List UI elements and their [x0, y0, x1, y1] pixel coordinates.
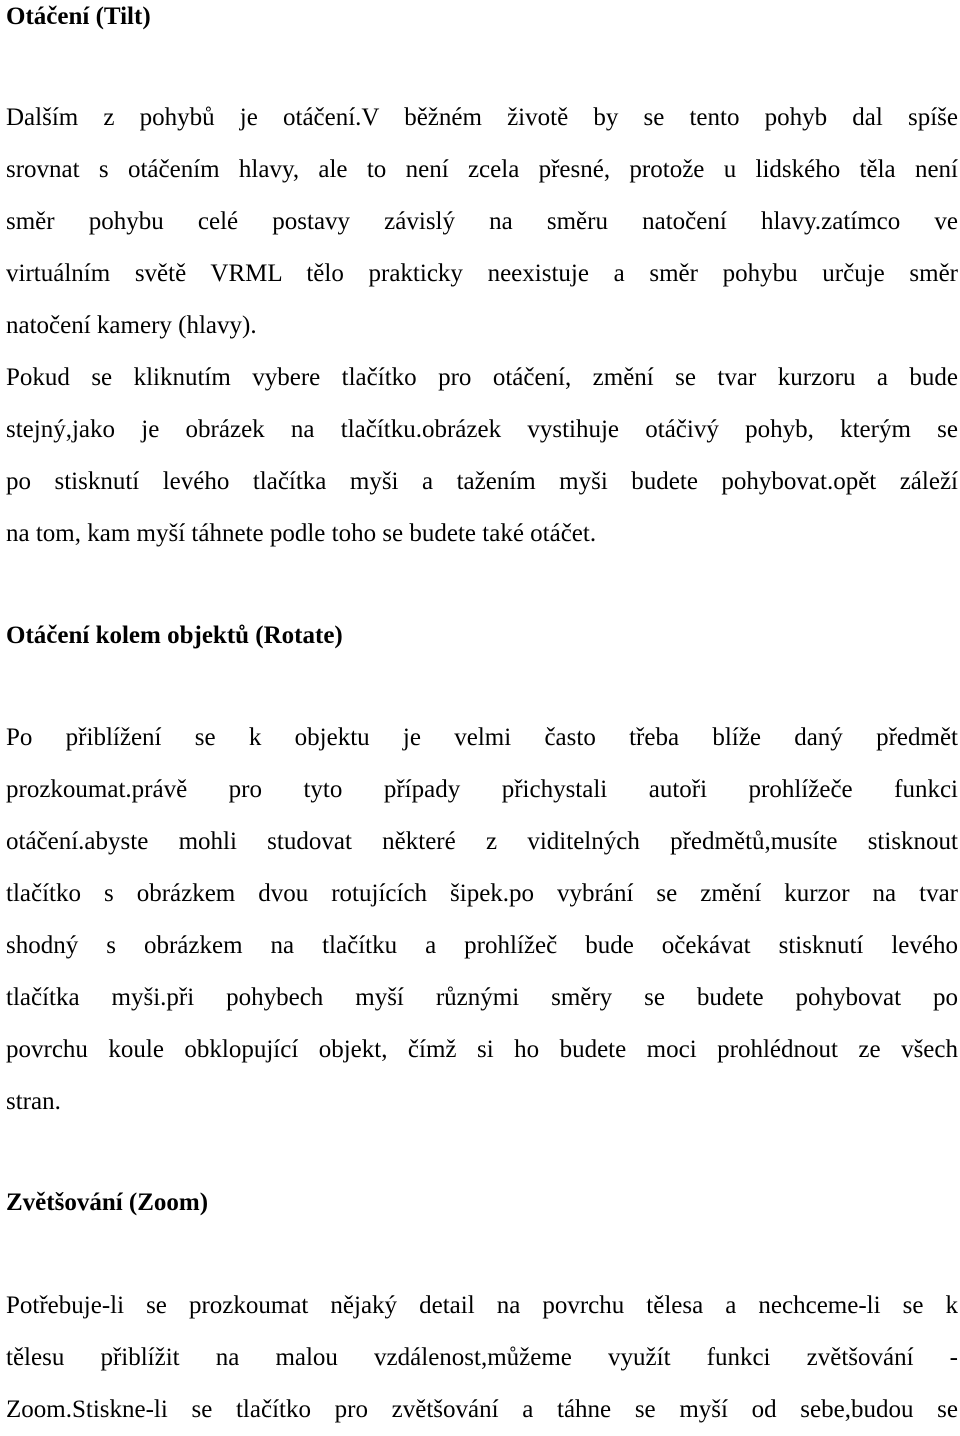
section-heading-tilt: Otáčení (Tilt): [6, 3, 151, 30]
text-line: povrchu koule obklopující objekt, čímž si ho budete moci prohlédnout ze všech: [6, 1036, 958, 1063]
text-line: tlačítko s obrázkem dvou rotujících šipek.po vybrání se změní kurzor na tvar: [6, 880, 958, 907]
text-line: Po přiblížení se k objektu je velmi často třeba blíže daný předmět: [6, 724, 958, 751]
text-line: stran.: [6, 1088, 61, 1115]
paragraph-tilt-usage: [6, 352, 958, 560]
text-line: prozkoumat.právě pro tyto případy přichystali autoři prohlížeče funkci: [6, 776, 958, 803]
paragraph-rotate: [6, 712, 958, 1128]
text-line: Dalším z pohybů je otáčení.V běžném životě by se tento pohyb dal spíše: [6, 104, 958, 131]
paragraph-zoom: [6, 1280, 958, 1436]
text-line: po stisknutí levého tlačítka myši a tažením myši budete pohybovat.opět záleží: [6, 468, 958, 495]
text-line: Potřebuje-li se prozkoumat nějaký detail na povrchu tělesa a nechceme-li se k: [6, 1292, 958, 1319]
text-line: Zoom.Stiskne-li se tlačítko pro zvětšování a táhne se myší od sebe,budou se: [6, 1396, 958, 1423]
text-line: natočení kamery (hlavy).: [6, 312, 257, 339]
text-line: směr pohybu celé postavy závislý na směru natočení hlavy.zatímco ve: [6, 208, 958, 235]
text-line: tělesu přiblížit na malou vzdálenost,můžeme využít funkci zvětšování -: [6, 1344, 958, 1371]
text-line: virtuálním světě VRML tělo prakticky neexistuje a směr pohybu určuje směr: [6, 260, 958, 287]
section-heading-zoom: Zvětšování (Zoom): [6, 1189, 209, 1216]
text-line: stejný,jako je obrázek na tlačítku.obrázek vystihuje otáčivý pohyb, kterým se: [6, 416, 958, 443]
text-line: srovnat s otáčením hlavy, ale to není zcela přesné, protože u lidského těla není: [6, 156, 958, 183]
section-heading-rotate: Otáčení kolem objektů (Rotate): [6, 622, 343, 649]
text-line: otáčení.abyste mohli studovat některé z viditelných předmětů,musíte stisknout: [6, 828, 958, 855]
text-line: shodný s obrázkem na tlačítku a prohlížeč bude očekávat stisknutí levého: [6, 932, 958, 959]
text-line: Pokud se kliknutím vybere tlačítko pro otáčení, změní se tvar kurzoru a bude: [6, 364, 958, 391]
paragraph-tilt-intro: [6, 92, 958, 352]
text-line: tlačítka myši.při pohybech myší různými směry se budete pohybovat po: [6, 984, 958, 1011]
text-line: na tom, kam myší táhnete podle toho se budete také otáčet.: [6, 520, 597, 547]
